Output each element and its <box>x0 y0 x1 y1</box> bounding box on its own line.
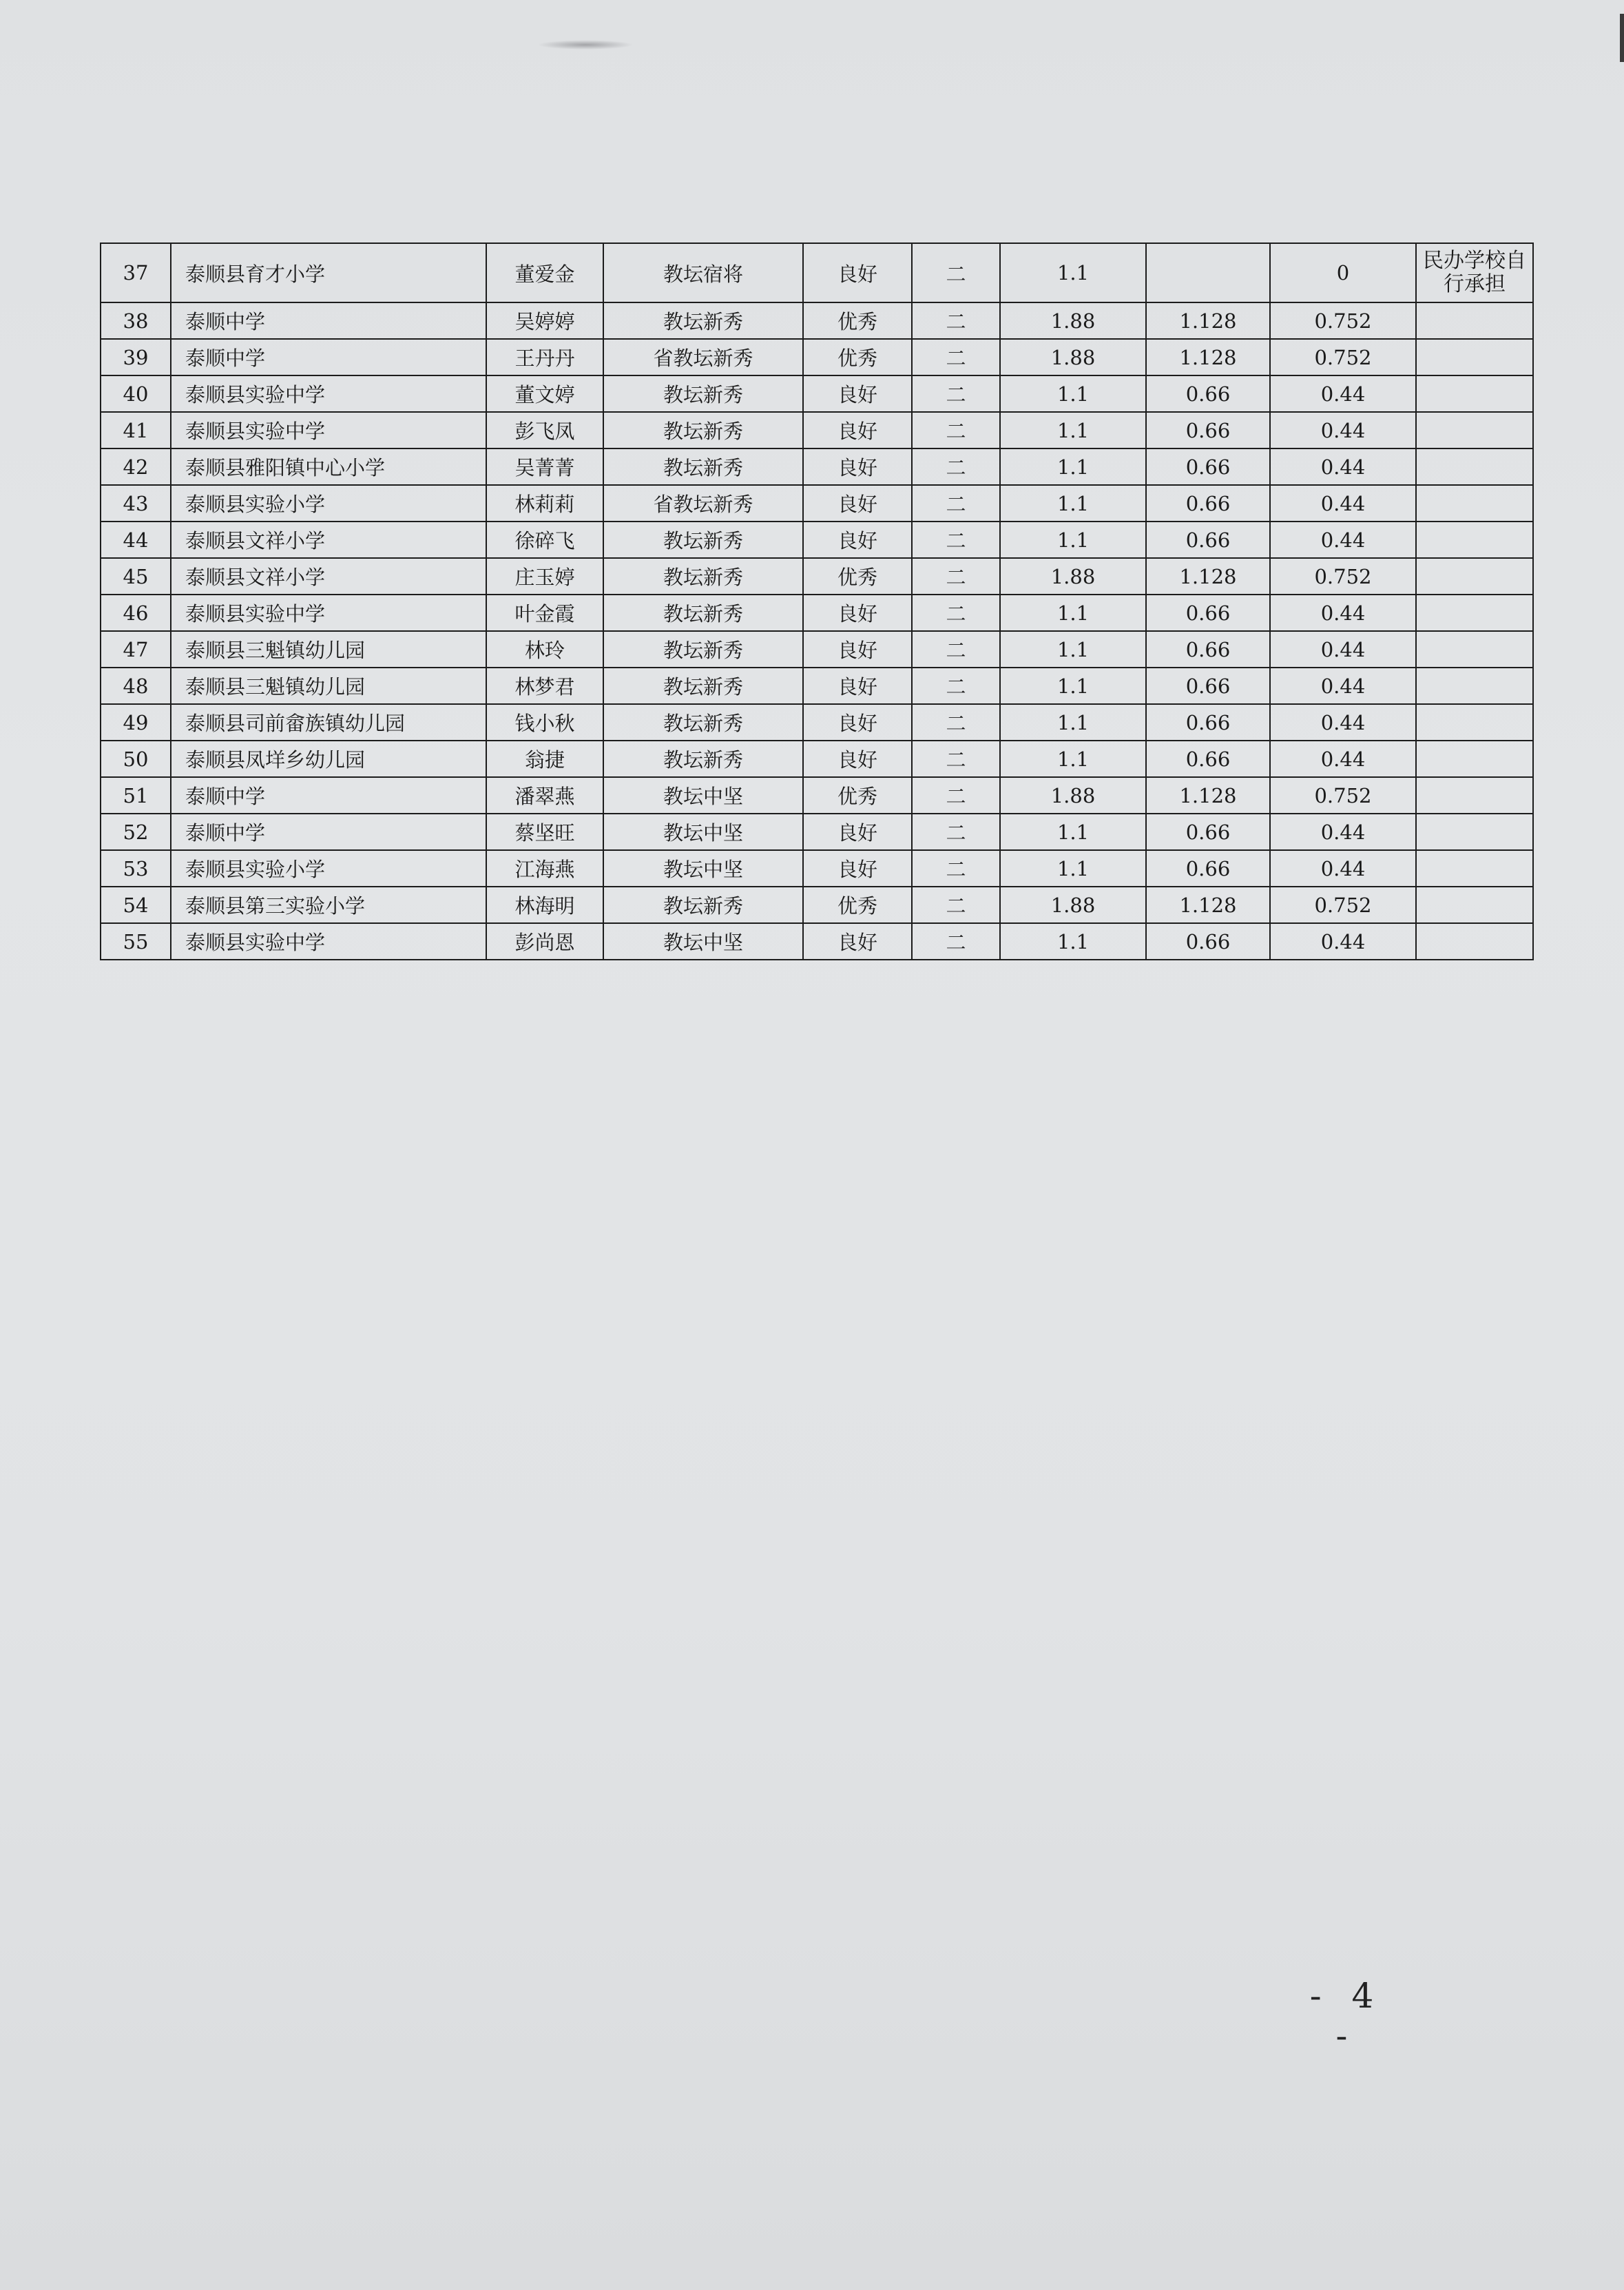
award-title: 教坛中坚 <box>603 923 803 960</box>
amount-total: 1.1 <box>1000 923 1146 960</box>
amount-part-2: 0.44 <box>1270 923 1416 960</box>
school-name: 泰顺县文祥小学 <box>171 558 486 595</box>
school-name: 泰顺县司前畲族镇幼儿园 <box>171 704 486 741</box>
school-name: 泰顺县三魁镇幼儿园 <box>171 668 486 704</box>
award-level: 二 <box>912 777 1000 814</box>
assessment-grade: 优秀 <box>803 887 912 923</box>
remark <box>1416 850 1533 887</box>
remark <box>1416 485 1533 522</box>
remark <box>1416 522 1533 558</box>
row-number: 43 <box>101 485 171 522</box>
award-title: 教坛宿将 <box>603 243 803 302</box>
amount-part-2: 0.44 <box>1270 704 1416 741</box>
table-row <box>101 923 1533 960</box>
amount-part-1: 1.128 <box>1146 887 1270 923</box>
assessment-grade: 良好 <box>803 668 912 704</box>
award-level: 二 <box>912 850 1000 887</box>
award-level: 二 <box>912 923 1000 960</box>
table-row <box>101 777 1533 814</box>
amount-part-1: 0.66 <box>1146 668 1270 704</box>
row-number: 50 <box>101 741 171 777</box>
remark <box>1416 302 1533 339</box>
assessment-grade: 良好 <box>803 595 912 631</box>
school-name: 泰顺中学 <box>171 777 486 814</box>
award-level: 二 <box>912 704 1000 741</box>
award-level: 二 <box>912 339 1000 375</box>
award-title: 教坛新秀 <box>603 448 803 485</box>
award-level: 二 <box>912 595 1000 631</box>
row-number: 40 <box>101 375 171 412</box>
amount-total: 1.1 <box>1000 375 1146 412</box>
amount-part-2: 0.752 <box>1270 887 1416 923</box>
amount-part-2: 0.44 <box>1270 522 1416 558</box>
amount-part-1: 0.66 <box>1146 412 1270 448</box>
school-name: 泰顺县实验小学 <box>171 850 486 887</box>
assessment-grade: 优秀 <box>803 777 912 814</box>
amount-part-2: 0.44 <box>1270 850 1416 887</box>
amount-part-2: 0 <box>1270 243 1416 302</box>
amount-part-2: 0.44 <box>1270 412 1416 448</box>
table-row <box>101 814 1533 850</box>
assessment-grade: 优秀 <box>803 302 912 339</box>
assessment-grade: 良好 <box>803 522 912 558</box>
table-row <box>101 243 1533 302</box>
table-row <box>101 887 1533 923</box>
award-title: 教坛新秀 <box>603 412 803 448</box>
award-table <box>100 243 1534 960</box>
remark <box>1416 595 1533 631</box>
award-level: 二 <box>912 887 1000 923</box>
teacher-name: 林莉莉 <box>486 485 603 522</box>
teacher-name: 董文婷 <box>486 375 603 412</box>
assessment-grade: 良好 <box>803 243 912 302</box>
table-row <box>101 302 1533 339</box>
award-title: 教坛新秀 <box>603 558 803 595</box>
teacher-name: 庄玉婷 <box>486 558 603 595</box>
teacher-name: 彭飞凤 <box>486 412 603 448</box>
remark <box>1416 887 1533 923</box>
remark <box>1416 375 1533 412</box>
award-level: 二 <box>912 485 1000 522</box>
amount-total: 1.1 <box>1000 850 1146 887</box>
page-number: - 4 - <box>1309 1976 1384 2056</box>
amount-total: 1.1 <box>1000 485 1146 522</box>
amount-part-1: 0.66 <box>1146 704 1270 741</box>
school-name: 泰顺县实验中学 <box>171 412 486 448</box>
amount-part-1: 0.66 <box>1146 814 1270 850</box>
award-level: 二 <box>912 558 1000 595</box>
row-number: 55 <box>101 923 171 960</box>
award-title: 教坛新秀 <box>603 668 803 704</box>
school-name: 泰顺县第三实验小学 <box>171 887 486 923</box>
award-title: 教坛新秀 <box>603 375 803 412</box>
amount-part-2: 0.44 <box>1270 485 1416 522</box>
table-row <box>101 558 1533 595</box>
table-row <box>101 375 1533 412</box>
teacher-name: 蔡坚旺 <box>486 814 603 850</box>
teacher-name: 翁捷 <box>486 741 603 777</box>
amount-part-2: 0.44 <box>1270 375 1416 412</box>
row-number: 49 <box>101 704 171 741</box>
amount-part-2: 0.752 <box>1270 302 1416 339</box>
award-level: 二 <box>912 522 1000 558</box>
remark <box>1416 339 1533 375</box>
amount-total: 1.1 <box>1000 522 1146 558</box>
row-number: 42 <box>101 448 171 485</box>
school-name: 泰顺县凤垟乡幼儿园 <box>171 741 486 777</box>
scan-smudge <box>537 40 634 50</box>
assessment-grade: 良好 <box>803 814 912 850</box>
table-row <box>101 668 1533 704</box>
row-number: 44 <box>101 522 171 558</box>
assessment-grade: 优秀 <box>803 558 912 595</box>
remark <box>1416 412 1533 448</box>
amount-total: 1.1 <box>1000 668 1146 704</box>
amount-part-2: 0.44 <box>1270 668 1416 704</box>
amount-part-2: 0.44 <box>1270 595 1416 631</box>
award-title: 教坛新秀 <box>603 522 803 558</box>
school-name: 泰顺县三魁镇幼儿园 <box>171 631 486 668</box>
remark <box>1416 741 1533 777</box>
table-row <box>101 485 1533 522</box>
award-level: 二 <box>912 243 1000 302</box>
teacher-name: 叶金霞 <box>486 595 603 631</box>
amount-part-1: 1.128 <box>1146 302 1270 339</box>
school-name: 泰顺县文祥小学 <box>171 522 486 558</box>
award-title: 教坛中坚 <box>603 777 803 814</box>
school-name: 泰顺中学 <box>171 814 486 850</box>
amount-part-1: 0.66 <box>1146 923 1270 960</box>
assessment-grade: 优秀 <box>803 339 912 375</box>
award-title: 教坛新秀 <box>603 302 803 339</box>
row-number: 52 <box>101 814 171 850</box>
remark <box>1416 668 1533 704</box>
amount-part-2: 0.44 <box>1270 814 1416 850</box>
remark <box>1416 777 1533 814</box>
remark <box>1416 704 1533 741</box>
award-level: 二 <box>912 814 1000 850</box>
amount-total: 1.1 <box>1000 243 1146 302</box>
scan-edge-mark <box>1620 14 1624 62</box>
amount-total: 1.1 <box>1000 704 1146 741</box>
table-row <box>101 704 1533 741</box>
teacher-name: 徐碎飞 <box>486 522 603 558</box>
teacher-name: 吴菁菁 <box>486 448 603 485</box>
assessment-grade: 良好 <box>803 375 912 412</box>
row-number: 45 <box>101 558 171 595</box>
amount-part-1: 0.66 <box>1146 850 1270 887</box>
table-row <box>101 741 1533 777</box>
amount-total: 1.1 <box>1000 412 1146 448</box>
row-number: 39 <box>101 339 171 375</box>
assessment-grade: 良好 <box>803 850 912 887</box>
award-level: 二 <box>912 668 1000 704</box>
amount-part-2: 0.752 <box>1270 339 1416 375</box>
award-title: 教坛中坚 <box>603 850 803 887</box>
amount-part-1: 1.128 <box>1146 339 1270 375</box>
amount-total: 1.1 <box>1000 448 1146 485</box>
row-number: 46 <box>101 595 171 631</box>
amount-part-1: 0.66 <box>1146 631 1270 668</box>
table-row <box>101 448 1533 485</box>
amount-part-1: 1.128 <box>1146 777 1270 814</box>
award-level: 二 <box>912 412 1000 448</box>
amount-part-2: 0.752 <box>1270 558 1416 595</box>
row-number: 54 <box>101 887 171 923</box>
amount-total: 1.88 <box>1000 339 1146 375</box>
row-number: 38 <box>101 302 171 339</box>
teacher-name: 林梦君 <box>486 668 603 704</box>
award-title: 教坛中坚 <box>603 814 803 850</box>
assessment-grade: 良好 <box>803 704 912 741</box>
row-number: 48 <box>101 668 171 704</box>
teacher-name: 钱小秋 <box>486 704 603 741</box>
remark <box>1416 923 1533 960</box>
amount-part-2: 0.44 <box>1270 448 1416 485</box>
amount-total: 1.88 <box>1000 558 1146 595</box>
row-number: 47 <box>101 631 171 668</box>
amount-part-1: 1.128 <box>1146 558 1270 595</box>
remark <box>1416 448 1533 485</box>
award-level: 二 <box>912 741 1000 777</box>
amount-total: 1.88 <box>1000 302 1146 339</box>
award-level: 二 <box>912 448 1000 485</box>
assessment-grade: 良好 <box>803 448 912 485</box>
amount-part-2: 0.44 <box>1270 741 1416 777</box>
row-number: 51 <box>101 777 171 814</box>
teacher-name: 林玲 <box>486 631 603 668</box>
amount-total: 1.88 <box>1000 887 1146 923</box>
amount-total: 1.1 <box>1000 814 1146 850</box>
amount-part-1: 0.66 <box>1146 448 1270 485</box>
amount-part-1 <box>1146 243 1270 302</box>
row-number: 53 <box>101 850 171 887</box>
award-title: 教坛新秀 <box>603 704 803 741</box>
amount-part-1: 0.66 <box>1146 375 1270 412</box>
school-name: 泰顺县实验小学 <box>171 485 486 522</box>
assessment-grade: 良好 <box>803 485 912 522</box>
award-title: 省教坛新秀 <box>603 339 803 375</box>
award-level: 二 <box>912 631 1000 668</box>
school-name: 泰顺县实验中学 <box>171 595 486 631</box>
assessment-grade: 良好 <box>803 412 912 448</box>
row-number: 37 <box>101 243 171 302</box>
amount-total: 1.88 <box>1000 777 1146 814</box>
amount-total: 1.1 <box>1000 741 1146 777</box>
amount-part-2: 0.44 <box>1270 631 1416 668</box>
school-name: 泰顺中学 <box>171 302 486 339</box>
amount-total: 1.1 <box>1000 595 1146 631</box>
assessment-grade: 良好 <box>803 923 912 960</box>
row-number: 41 <box>101 412 171 448</box>
assessment-grade: 良好 <box>803 631 912 668</box>
table-row <box>101 631 1533 668</box>
award-title: 教坛新秀 <box>603 595 803 631</box>
award-title: 教坛新秀 <box>603 631 803 668</box>
award-title: 教坛新秀 <box>603 741 803 777</box>
school-name: 泰顺县雅阳镇中心小学 <box>171 448 486 485</box>
amount-part-1: 0.66 <box>1146 522 1270 558</box>
school-name: 泰顺县实验中学 <box>171 375 486 412</box>
table-row <box>101 412 1533 448</box>
assessment-grade: 良好 <box>803 741 912 777</box>
remark <box>1416 814 1533 850</box>
amount-part-1: 0.66 <box>1146 485 1270 522</box>
table-row <box>101 595 1533 631</box>
award-level: 二 <box>912 375 1000 412</box>
teacher-name: 董爱金 <box>486 243 603 302</box>
award-title: 省教坛新秀 <box>603 485 803 522</box>
award-level: 二 <box>912 302 1000 339</box>
teacher-name: 江海燕 <box>486 850 603 887</box>
teacher-name: 潘翠燕 <box>486 777 603 814</box>
teacher-name: 林海明 <box>486 887 603 923</box>
teacher-name: 彭尚恩 <box>486 923 603 960</box>
teacher-name: 王丹丹 <box>486 339 603 375</box>
school-name: 泰顺中学 <box>171 339 486 375</box>
remark <box>1416 558 1533 595</box>
remark <box>1416 631 1533 668</box>
teacher-name: 吴婷婷 <box>486 302 603 339</box>
amount-total: 1.1 <box>1000 631 1146 668</box>
award-title: 教坛新秀 <box>603 887 803 923</box>
amount-part-1: 0.66 <box>1146 741 1270 777</box>
table-row <box>101 850 1533 887</box>
remark: 民办学校自行承担 <box>1416 243 1533 302</box>
table-row <box>101 522 1533 558</box>
amount-part-1: 0.66 <box>1146 595 1270 631</box>
school-name: 泰顺县育才小学 <box>171 243 486 302</box>
school-name: 泰顺县实验中学 <box>171 923 486 960</box>
amount-part-2: 0.752 <box>1270 777 1416 814</box>
table-row <box>101 339 1533 375</box>
